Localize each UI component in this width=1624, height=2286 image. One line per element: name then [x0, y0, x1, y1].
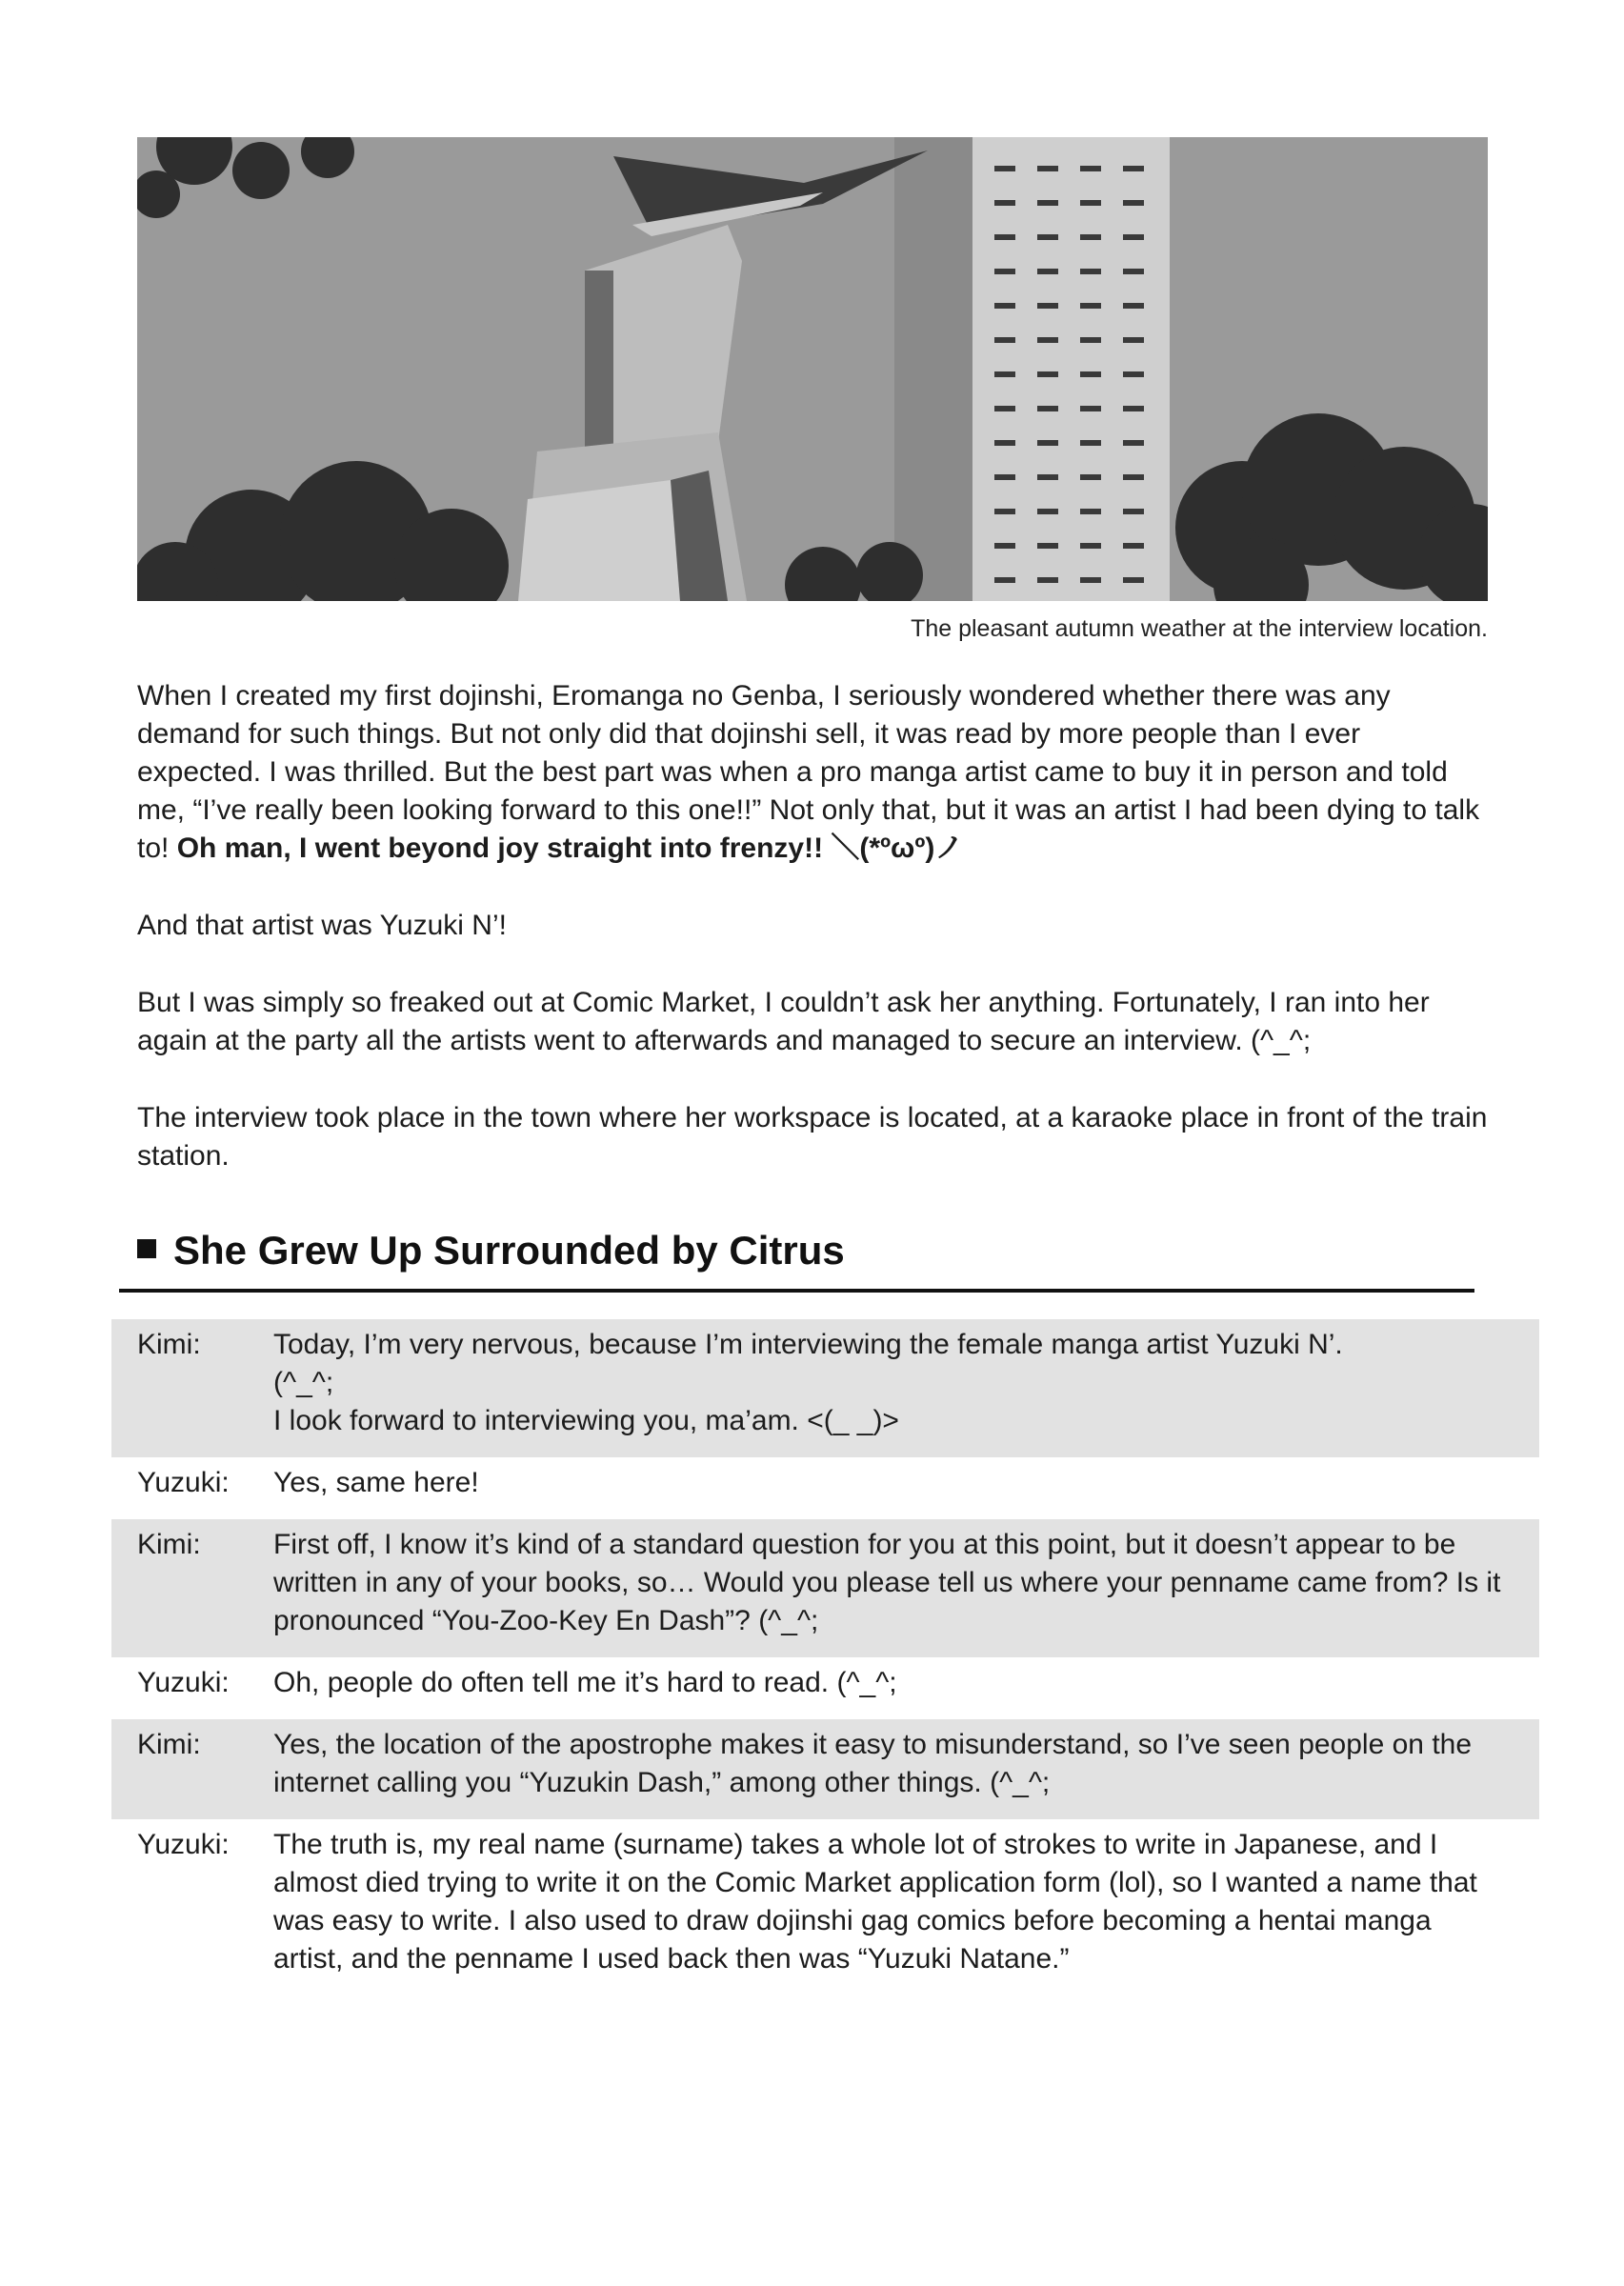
building-window	[1037, 577, 1058, 583]
heading-divider	[119, 1289, 1474, 1293]
speech-line: I look forward to interviewing you, ma’am. <(_ _)>	[273, 1405, 899, 1436]
building-window	[1037, 406, 1058, 411]
speaker-label: Kimi:	[137, 1729, 201, 1760]
building-window	[994, 371, 1015, 377]
speech-line: Oh, people do often tell me it’s hard to read. (^_^;	[273, 1667, 897, 1698]
intro-paragraph-1	[137, 677, 1490, 868]
speech-text	[273, 1826, 1502, 1978]
speaker-label: Kimi:	[137, 1329, 201, 1360]
photo-caption: The pleasant autumn weather at the interview location.	[911, 615, 1488, 642]
intro-text	[137, 677, 1490, 1214]
building-window	[1080, 269, 1101, 274]
building-window	[1080, 166, 1101, 171]
speech-line: (^_^;	[273, 1367, 334, 1398]
speech-line: Yes, the location of the apostrophe makes it easy to misunderstand, so I’ve seen people on the internet calling you “Yuzukin Dash,” among other things. (^_^;	[273, 1729, 1473, 1798]
building-window	[1123, 509, 1144, 514]
speaker-label: Kimi:	[137, 1529, 201, 1560]
speech-text	[273, 1664, 1502, 1702]
building-window	[1123, 577, 1144, 583]
building-window	[994, 166, 1015, 171]
speech-text	[273, 1464, 1502, 1502]
building-window	[994, 509, 1015, 514]
intro-paragraph-3: But I was simply so freaked out at Comic Market, I couldn’t ask her anything. Fortunately, I ran into her again at the party all the artists went to afterwards and managed to secure an interview. (^_^;	[137, 987, 1430, 1056]
building-window	[1080, 234, 1101, 240]
building-window	[1123, 474, 1144, 480]
speaker-label: Yuzuki:	[137, 1829, 230, 1860]
building-window	[1080, 371, 1101, 377]
speech-line: Today, I’m very nervous, because I’m interviewing the female manga artist Yuzuki N’.	[273, 1329, 1343, 1360]
dialogue-turn	[111, 1657, 1539, 1719]
building-window	[1037, 166, 1058, 171]
building-window	[1037, 474, 1058, 480]
building-window	[1123, 371, 1144, 377]
speech-line: First off, I know it’s kind of a standard question for you at this point, but it doesn’t appear to be written in any of your books, so… Would you please tell us where your penname came from? Is it pronounced “You-Zoo-Key En Dash”? (^_^;	[273, 1529, 1501, 1636]
building-window	[1123, 337, 1144, 343]
building-window	[1123, 166, 1144, 171]
building-window	[1080, 303, 1101, 309]
square-bullet-icon	[137, 1239, 156, 1258]
dialogue-turn	[111, 1819, 1539, 1995]
building-window	[1123, 543, 1144, 549]
dialogue-turn	[111, 1519, 1539, 1657]
interview-dialogue	[111, 1319, 1539, 1995]
building-window	[994, 303, 1015, 309]
building-window	[1123, 269, 1144, 274]
building-window	[1080, 440, 1101, 446]
building-window	[1080, 509, 1101, 514]
speaker-label: Yuzuki:	[137, 1667, 230, 1698]
building-window	[1123, 200, 1144, 206]
building-window	[1123, 234, 1144, 240]
building-window	[1123, 440, 1144, 446]
building-window	[1037, 371, 1058, 377]
building-window	[994, 337, 1015, 343]
building-window	[994, 474, 1015, 480]
dialogue-turn	[111, 1457, 1539, 1519]
building-window	[1037, 234, 1058, 240]
building-window	[1037, 303, 1058, 309]
speaker-label: Yuzuki:	[137, 1467, 230, 1498]
building-window	[1037, 509, 1058, 514]
building-window	[1037, 543, 1058, 549]
building-window	[1037, 337, 1058, 343]
building-window	[1080, 200, 1101, 206]
speech-text	[273, 1526, 1502, 1640]
building-window	[994, 234, 1015, 240]
intro-paragraph-1-text: When I created my first dojinshi, Eromanga no Genba, I seriously wondered whether there was any demand for such things. But not only did that dojinshi sell, it was read by more people than I ever expected. I was thrilled. But the best part was when a pro manga artist came to buy it in person and told me, “I’ve really been looking forward to this one!!” Not only that, but it was an artist I had been dying to talk to!	[137, 680, 1480, 864]
building-window	[994, 577, 1015, 583]
building-window	[1123, 406, 1144, 411]
section-heading	[137, 1224, 845, 1277]
building-window	[994, 406, 1015, 411]
building-window	[994, 269, 1015, 274]
dialogue-turn	[111, 1719, 1539, 1819]
building-window	[1080, 406, 1101, 411]
building-window	[1037, 440, 1058, 446]
intro-paragraph-4: The interview took place in the town where her workspace is located, at a karaoke place in front of the train station.	[137, 1102, 1488, 1172]
speech-text	[273, 1326, 1502, 1440]
speech-line: The truth is, my real name (surname) takes a whole lot of strokes to write in Japanese, and I almost died trying to write it on the Comic Market application form (lol), so I wanted a name that was easy to write. I also used to draw dojinshi gag comics before becoming a hentai manga artist, and the penname I used back then was “Yuzuki Natane.”	[273, 1829, 1477, 1975]
speech-text	[273, 1726, 1502, 1802]
building-window	[1080, 337, 1101, 343]
building-window	[1037, 200, 1058, 206]
speech-line: Yes, same here!	[273, 1467, 479, 1498]
section-title: She Grew Up Surrounded by Citrus	[173, 1228, 845, 1273]
building-window	[994, 440, 1015, 446]
intro-paragraph-2: And that artist was Yuzuki N’!	[137, 910, 507, 941]
building-window	[1037, 269, 1058, 274]
building-window	[1080, 543, 1101, 549]
building-window	[1123, 303, 1144, 309]
interview-location-photo	[137, 137, 1488, 601]
dialogue-turn	[111, 1319, 1539, 1457]
intro-paragraph-1-emphasis: Oh man, I went beyond joy straight into frenzy!! ＼(*ºωº)ノ	[176, 832, 964, 864]
building-window	[1080, 577, 1101, 583]
building-window	[994, 200, 1015, 206]
building-window	[1080, 474, 1101, 480]
building-window	[994, 543, 1015, 549]
